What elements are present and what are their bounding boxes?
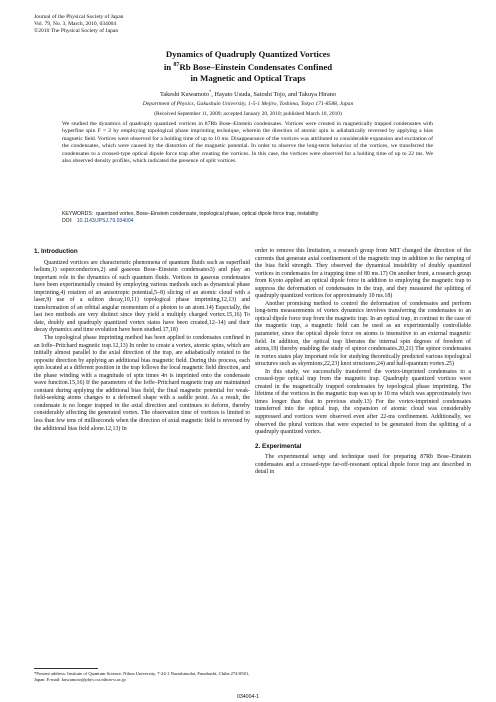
footnote: *Present address: Institute of Quantum Science, Nihon University, 7-24-1 Narashinodai, Funabashi, Chiba 274-8501, Japan. E-mail: kuwamoto@phys.cst.nihon-u.ac.jp <box>34 671 250 682</box>
keywords-line <box>62 211 442 218</box>
doi-label: DOI: <box>62 217 73 224</box>
section-heading-introduction: 1. Introduction <box>34 248 78 255</box>
title-line-1: Dynamics of Quadruply Quantized Vortices <box>165 49 331 59</box>
footnote-rule <box>34 668 98 669</box>
doi-line <box>62 218 442 225</box>
keywords-text: quantized vortex, Bose–Einstein condensate, topological phase, optical dipole force trap, instability <box>95 211 319 217</box>
journal-copyright: ©2010 The Physical Society of Japan <box>34 28 119 35</box>
body-paragraph: Another promising method to control the deformation of condensates and perform long-term measurements of vortex dynamics involves transferring the condensates to an optical dipole force trap from the magnetic trap. In an optical trap, in contrast to the case of the magnetic trap, a magnetic field can be used as an experimentally controllable parameter, since the optical dipole force on atoms is insensitive to an external magnetic field. In addition, the optical trap liberates the internal spin degrees of freedom of atoms,19) thereby enabling the study of spinor condensates.20,21) The spinor condensates in vortex states play important role for studying theoretically predicted various topological structures such as skyrmions,22,23) knot structures,24) and half-quantum vortex.25) <box>255 300 471 368</box>
page-number: 034004-1 <box>237 694 259 700</box>
title-line-3: in Magnetic and Optical Traps <box>190 73 306 84</box>
body-paragraph: The topological phase imprinting method has been applied to condensates confined in an Ioffe–Pritchard magnetic trap.12,13) In order to create a vortex, atomic spins, which are initially almost parallel to the axial direction of the trap, are adiabatically rotated to the opposite direction by applying an additional bias magnetic field. During this process, each spin located at a different position in the trap follows the local magnetic field direction, and the phase winding with a magnitude of spin times 4π is imprinted onto the condensate wave function.15,16) If the parameters of the Ioffe–Pritchard magnetic trap are maintained constant during applying the additional bias field, the final magnetic potential for weak-field-seeking atoms changes to a deformed shape with a saddle point. As a result, the condensate is no longer trapped in the axial direction and continues to deform, thereby considerably affecting the generated vortex. The observation time of vortices is limited to less than few tens of milliseconds when the direction of axial magnetic field is reversed by the additional bias field alone.12,13) In <box>34 335 250 432</box>
body-paragraph: Quantized vortices are characteristic phenomena of quantum fluids such as superfluid helium,1) superconductors,2) and gaseous Bose–Einstein condensates3) and play an important role in the dynamics of such quantum fluids. Vortices in gaseous condensates have been experimentally created by employing various methods such as dynamical phase imprinting,4) rotation of an anisotropic potential,5–8) slicing of an atomic cloud with a laser,9) use of a soliton decay,10,11) topological phase imprinting,12,13) and transformation of an orbital angular momentum of a photon to an atom.14) Especially, the last two methods are very distinct since they yield a multiply charged vortex.15,16) To date, doubly and quadruply quantized vortex states have been created,12–14) and their decay dynamics and time evolution have been studied.17,18) <box>34 259 250 334</box>
keywords-label: KEYWORDS: <box>62 211 94 217</box>
journal-header <box>34 14 123 36</box>
received-dates: (Received September 11, 2009; accepted January 20, 2010; published March 10, 2010) <box>154 111 342 117</box>
left-column <box>34 248 250 433</box>
journal-name: Journal of the Physical Society of Japan <box>34 14 124 20</box>
title-isotope: 87 <box>173 62 180 69</box>
paper-title <box>0 49 496 85</box>
author-others: , Hayato Usuda, Satoshi Tojo, and Takuya Hirano <box>211 91 337 99</box>
doi-link[interactable]: 10.1143/JPSJ.79.034004 <box>76 217 134 224</box>
title-line-2-post: Rb Bose–Einstein Condensates Confined <box>179 62 333 73</box>
title-line-2 <box>0 60 496 73</box>
author-list <box>0 88 496 99</box>
right-column <box>255 248 471 477</box>
title-line-2-pre: in <box>163 62 174 73</box>
author-1-mark: * <box>209 89 212 94</box>
abstract: We studied the dynamics of quadruply quantized vortices in 87Rb Bose–Einstein condensates. Vortices were created in magnetically trapped condensates with hyperfine spin F = 2 by employing topological phase imprinting technique, wherein the direction of atomic spin is adiabatically reversed by applying a bias magnetic field. Vortices were observed for a holding time of up to 10 ms. Disappearance of the vortices was attributed to considerable expansion and excitation of the condensates, which were caused by the distortion of the magnetic potential. In order to observe the long-term behavior of the vortices, we transferred the condensates to a crossed-type optical dipole force trap after creating the vortices. In this case, the vortices were observed for a holding time of up to 22 ms. We also observed density profiles, which indicated the presence of split vortices. <box>62 121 433 165</box>
keywords-block <box>62 211 442 224</box>
body-paragraph: In this study, we successfully transferred the vortex-imprinted condensates to a crossed-type optical trap from the magnetic trap. Quadruply quantized vortices were created in the magnetically trapped condensates by topological phase imprinting. The lifetime of the vortices in the magnetic trap was up to 10 ms which was approximately two times longer than that in previous study.13) For the vortex-imprinted condensates transferred into the optical trap, the expansion of atomic cloud was considerably suppressed and vortices were observed even after 22-ms confinement. Additionally, we observed the plural vortices that were expected to be generated from the splitting of a quadruply quantized vortex. <box>255 368 471 436</box>
author-1: Takeshi Kuwamoto <box>159 91 209 99</box>
affiliation: Department of Physics, Gakushuin University, 1-5-1 Mejiro, Toshima, Tokyo 171-8588, Japan <box>142 101 354 107</box>
body-paragraph: order to remove this limitation, a research group from MIT changed the direction of the currents that generate axial confinement of the magnetic trap in addition to the ramping of the bias field strength. They observed the dynamical instability of doubly quantized vortices in condensates for a trapping time of 80 ms.17) On another front, a research group from Kyoto applied an optical dipole force in addition to employing the magnetic trap to suppress the deformation of condensates in the trap, and they measured the splitting of quadruply quantized vortices for approximately 10 ms.18) <box>255 248 471 300</box>
body-paragraph: The experimental setup and technique used for preparing 87Rb Bose–Einstein condensates and a crossed-type far-off-resonant optical dipole force trap are described in detail in <box>255 454 471 476</box>
section-heading-experimental: 2. Experimental <box>255 442 302 450</box>
journal-issue: Vol. 79, No. 3, March, 2010, 034004 <box>34 21 117 28</box>
